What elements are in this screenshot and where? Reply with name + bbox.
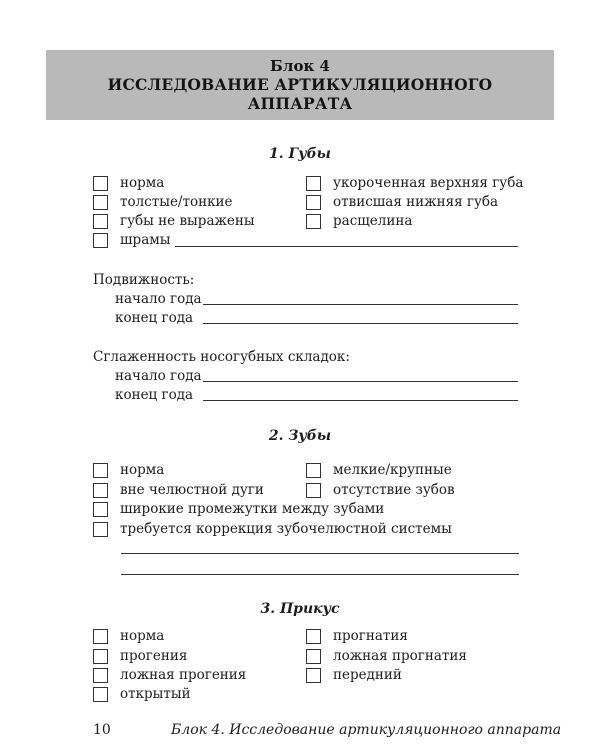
checkbox-label: норма [120, 462, 165, 478]
nasolabial-end-label: конец года [115, 387, 194, 403]
nasolabial-start-fill-line[interactable] [203, 381, 518, 382]
nasolabial-start-label: начало года [115, 368, 202, 384]
mobility-start-fill-line[interactable] [203, 304, 518, 305]
checkbox[interactable] [93, 502, 108, 517]
checkbox[interactable] [93, 649, 108, 664]
checkbox[interactable] [306, 176, 321, 191]
checkbox[interactable] [306, 463, 321, 478]
mobility-start-label: начало года [115, 291, 202, 307]
checkbox-label: шрамы [120, 232, 171, 248]
checkbox-label: широкие промежутки между зубами [120, 501, 385, 517]
mobility-label: Подвижность: [93, 272, 195, 288]
checkbox-label: ложная прогения [120, 667, 247, 683]
scars-fill-line[interactable] [175, 246, 518, 247]
checkbox-label: мелкие/крупные [333, 462, 452, 478]
checkbox[interactable] [306, 483, 321, 498]
section-title-lips: 1. Губы [269, 146, 331, 162]
checkbox[interactable] [93, 176, 108, 191]
section-title-bite: 3. Прикус [260, 601, 340, 617]
mobility-end-label: конец года [115, 310, 194, 326]
mobility-end-fill-line[interactable] [203, 323, 518, 324]
checkbox-label: передний [333, 667, 402, 683]
checkbox-label: норма [120, 628, 165, 644]
checkbox[interactable] [306, 649, 321, 664]
checkbox[interactable] [306, 214, 321, 229]
section-title-teeth: 2. Зубы [268, 428, 332, 444]
checkbox[interactable] [306, 668, 321, 683]
checkbox-label: укороченная верхняя губа [333, 175, 524, 191]
block-title-line-2: АППАРАТА [247, 94, 353, 113]
checkbox[interactable] [306, 195, 321, 210]
checkbox-label: норма [120, 175, 165, 191]
checkbox[interactable] [93, 483, 108, 498]
teeth-notes-line-2[interactable] [121, 574, 519, 575]
checkbox-label: вне челюстной дуги [120, 482, 264, 498]
checkbox-label: открытый [120, 686, 191, 702]
page-number: 10 [93, 722, 111, 738]
checkbox-label: губы не выражены [120, 213, 255, 229]
checkbox-label: требуется коррекция зубочелюстной системы [120, 521, 452, 537]
teeth-notes-line-1[interactable] [121, 553, 519, 554]
checkbox-label: отсутствие зубов [333, 482, 455, 498]
nasolabial-end-fill-line[interactable] [203, 400, 518, 401]
running-title: Блок 4. Исследование артикуляционного аппарата [171, 722, 562, 738]
checkbox[interactable] [93, 463, 108, 478]
checkbox[interactable] [306, 629, 321, 644]
checkbox[interactable] [93, 522, 108, 537]
checkbox-label: прогнатия [333, 628, 408, 644]
block-header [46, 50, 554, 120]
checkbox[interactable] [93, 195, 108, 210]
checkbox-label: толстые/тонкие [120, 194, 233, 210]
checkbox[interactable] [93, 668, 108, 683]
checkbox[interactable] [93, 233, 108, 248]
checkbox[interactable] [93, 629, 108, 644]
checkbox-label: отвисшая нижняя губа [333, 194, 499, 210]
checkbox[interactable] [93, 214, 108, 229]
checkbox[interactable] [93, 687, 108, 702]
block-label: Блок 4 [270, 57, 330, 75]
checkbox-label: расщелина [333, 213, 413, 229]
checkbox-label: ложная прогнатия [333, 648, 467, 664]
checkbox-label: прогения [120, 648, 188, 664]
nasolabial-label: Сглаженность носогубных складок: [93, 349, 350, 365]
block-title-line-1: ИССЛЕДОВАНИЕ АРТИКУЛЯЦИОННОГО [107, 75, 493, 94]
